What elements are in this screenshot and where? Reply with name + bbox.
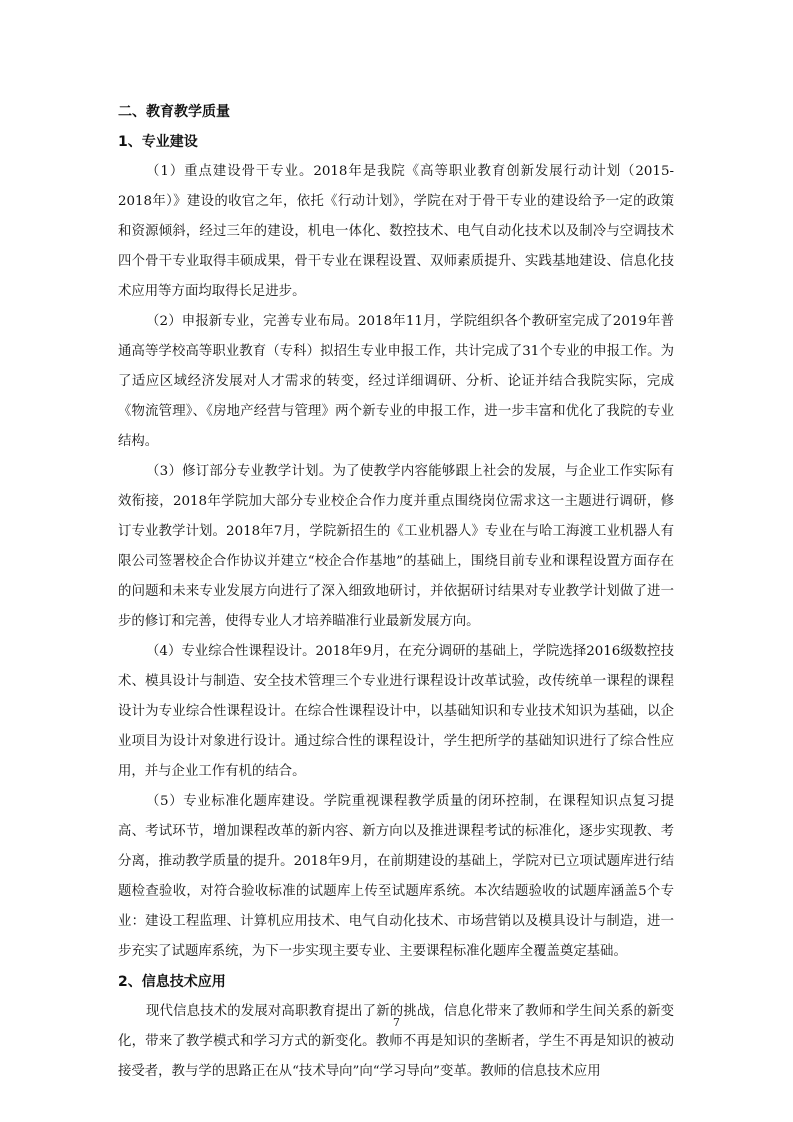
- paragraph-teaching-plan: （3）修订部分专业教学计划。为了使教学内容能够跟上社会的发展，与企业工作实际有效衔接，2018年学院加大部分专业校企合作力度并重点围绕岗位需求这一主题进行调研，修订专业教学计划。2018年7月，学院新招生的《工业机器人》专业在与哈工海渡工业机器人有限公司签署校企合作协议并建立“校企合作基地”的基础上，围绕目前专业和课程设置方面存在的问题和未来专业发展方向进行了深入细致地研讨，并依据研讨结果对专业教学计划做了进一步的修订和完善，使得专业人才培养瞄准行业最新发展方向。: [118, 464, 674, 629]
- paragraph-course-design: （4）专业综合性课程设计。2018年9月，在充分调研的基础上，学院选择2016级数控技术、模具设计与制造、安全技术管理三个专业进行课程设计改革试验，改传统单一课程的课程设计为专业综合性课程设计。在综合性课程设计中，以基础知识和专业技术知识为基础，以企业项目为设计对象进行设计。通过综合性的课程设计，学生把所学的基础知识进行了综合性应用，并与企业工作有机的结合。: [118, 644, 674, 779]
- subsection-title-specialty: 1、专业建设: [118, 134, 198, 150]
- paragraph-question-bank: （5）专业标准化题库建设。学院重视课程教学质量的闭环控制，在课程知识点复习提高、考试环节，增加课程改革的新内容、新方向以及推进课程考试的标准化，逐步实现教、考分离，推动教学质量的提升。2018年9月，在前期建设的基础上，学院对已立项试题库进行结题检查验收，对符合验收标准的试题库上传至试题库系统。本次结题验收的试题库涵盖5个专业：建设工程监理、计算机应用技术、电气自动化技术、市场营销以及模具设计与制造，进一步充实了试题库系统，为下一步实现主要专业、主要课程标准化题库全覆盖奠定基础。: [118, 794, 674, 959]
- document-body: [118, 97, 674, 1087]
- paragraph-it-application: 现代信息技术的发展对高职教育提出了新的挑战，信息化带来了教师和学生间关系的新变化，带来了教学模式和学习方式的新变化。教师不再是知识的垄断者，学生不再是知识的被动接受者，教与学的思路正在从“技术导向”向“学习导向”变革。教师的信息技术应用: [118, 1004, 674, 1079]
- subsection-title-it-application: 2、信息技术应用: [118, 974, 226, 990]
- page-number: 7: [393, 1016, 400, 1029]
- paragraph-key-specialties: （1）重点建设骨干专业。2018年是我院《高等职业教育创新发展行动计划（2015-2018年）》建设的收官之年，依托《行动计划》，学院在对于骨干专业的建设给予一定的政策和资源倾斜，经过三年的建设，机电一体化、数控技术、电气自动化技术以及制冷与空调技术四个骨干专业取得丰硕成果，骨干专业在课程设置、双师素质提升、实践基地建设、信息化技术应用等方面均取得长足进步。: [118, 164, 674, 299]
- paragraph-new-specialties: （2）申报新专业，完善专业布局。2018年11月，学院组织各个教研室完成了2019年普通高等学校高等职业教育（专科）拟招生专业申报工作，共计完成了31个专业的申报工作。为了适应区域经济发展对人才需求的转变，经过详细调研、分析、论证并结合我院实际，完成《物流管理》、《房地产经营与管理》两个新专业的申报工作，进一步丰富和优化了我院的专业结构。: [118, 314, 674, 449]
- section-title: 二、教育教学质量: [118, 104, 230, 120]
